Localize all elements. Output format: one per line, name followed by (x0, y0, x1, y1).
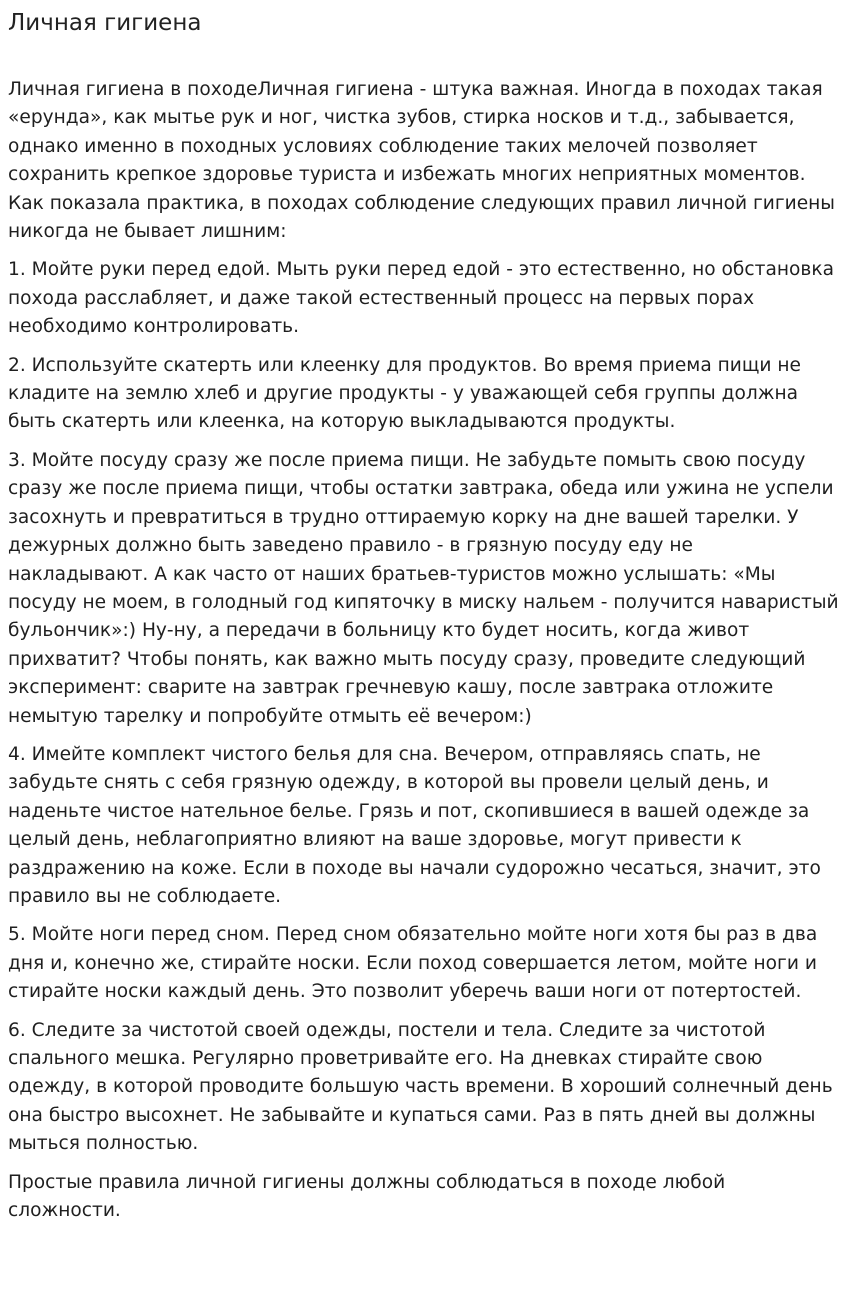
page-title: Личная гигиена (8, 10, 202, 36)
paragraph-conclusion: Простые правила личной гигиены должны соблюдаться в походе любой сложности. (8, 1171, 726, 1222)
paragraph-rule-4: 4. Имейте комплект чистого белья для сна. Вечером, отправляясь спать, не забудьте снять с себя грязную одежду, в которой вы провели целый день, и наденьте чистое нательное белье. Грязь и пот, скопившиеся в вашей одежде за целый день, неблагоприятно влияют на ваше здоровье, могут привести к раздражению на коже. Если в походе вы начали судорожно чесаться, значит, это правило вы не соблюдаете. (8, 743, 821, 907)
paragraph-rule-5: 5. Мойте ноги перед сном. Перед сном обязательно мойте ноги хотя бы раз в два дня и, конечно же, стирайте носки. Если поход совершается летом, мойте ноги и стирайте носки каждый день. Это позволит уберечь ваши ноги от потертостей. (8, 924, 818, 1003)
paragraph-rule-1: 1. Мойте руки перед едой. Мыть руки перед едой - это естественно, но обстановка похода расслабляет, и даже такой естественный процесс на первых порах необходимо контролировать. (8, 259, 834, 338)
paragraph-rule-3: 3. Мойте посуду сразу же после приема пищи. Не забудьте помыть свою посуду сразу же после приема пищи, чтобы остатки завтрака, обеда или ужина не успели засохнуть и превратиться в трудно оттираемую корку на дне вашей тарелки. У дежурных должно быть заведено правило - в грязную посуду еду не накладывают. А как часто от наших братьев-туристов можно услышать: «Мы посуду не моем, в голодный год кипяточку в миску нальем - получится наваристый бульончик»:) Ну-ну, а передачи в больницу кто будет носить, когда живот прихватит? Чтобы понять, как важно мыть посуду сразу, проведите следующий эксперимент: сварите на завтрак гречневую кашу, после завтрака отложите немытую тарелку и попробуйте отмыть её вечером:) (8, 449, 839, 727)
paragraph-rule-6: 6. Следите за чистотой своей одежды, постели и тела. Следите за чистотой спального мешка. Регулярно проветривайте его. На дневках стирайте свою одежду, в которой проводите большую часть времени. В хороший солнечный день она быстро высохнет. Не забывайте и купаться сами. Раз в пять дней вы должны мыться полностью. (8, 1019, 833, 1155)
paragraph-rule-2: 2. Используйте скатерть или клеенку для продуктов. Во время приема пищи не кладите на землю хлеб и другие продукты - у уважающей себя группы должна быть скатерть или клеенка, на которую выкладываются продукты. (8, 354, 801, 433)
article-body (8, 76, 839, 1225)
paragraph-intro: Личная гигиена в походеЛичная гигиена - штука важная. Иногда в походах такая «ерунда», как мытье рук и ног, чистка зубов, стирка носков и т.д., забывается, однако именно в походных условиях соблюдение таких мелочей позволяет сохранить крепкое здоровье туриста и избежать многих неприятных моментов. Как показала практика, в походах соблюдение следующих правил личной гигиены никогда не бывает лишним: (8, 79, 835, 243)
